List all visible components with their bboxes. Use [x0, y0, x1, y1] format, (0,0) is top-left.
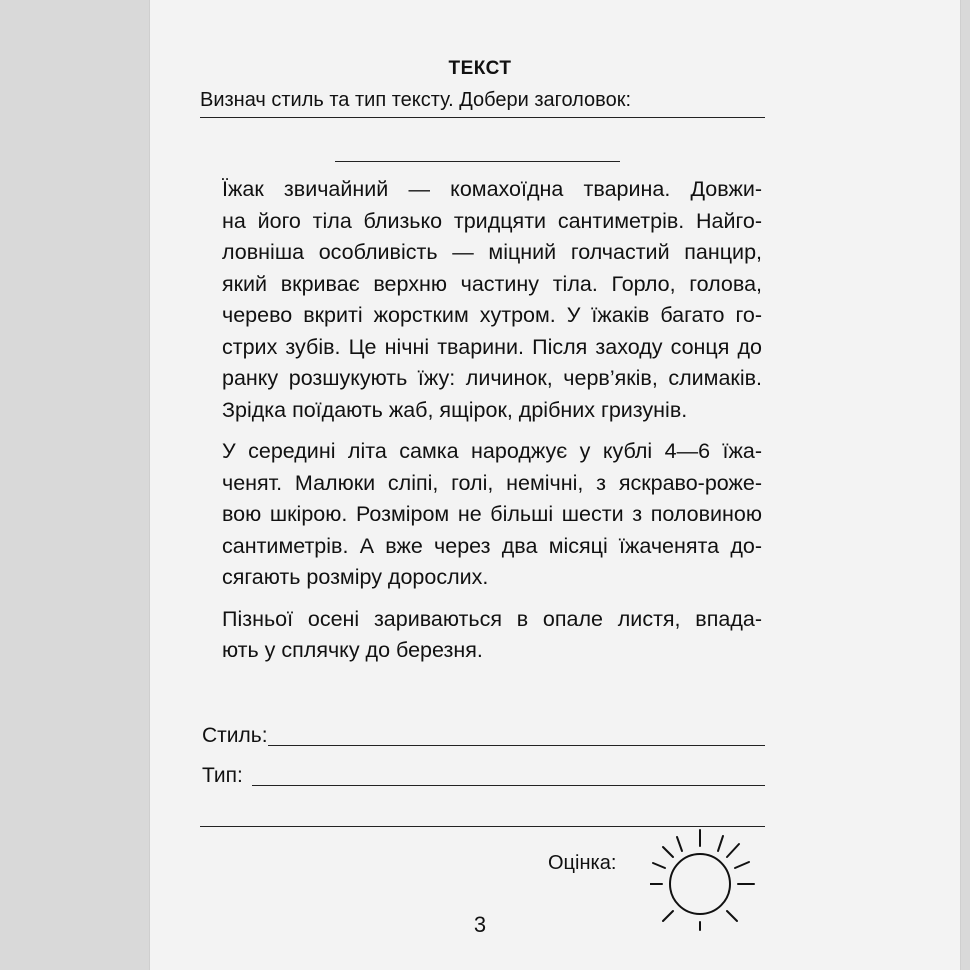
text-line: ченят. Малюки сліпі, голі, немічні, з яскраво-роже- [222, 470, 762, 495]
instruction-text: Визнач стиль та тип тексту. Добери заголовок: [200, 89, 632, 111]
reading-text [202, 174, 762, 677]
text-line: Пізньої осені зариваються в опале листя, впада- [222, 606, 762, 631]
grade-label: Оцінка: [548, 852, 617, 874]
text-line: черево вкриті жорстким хутром. У їжаків багато го- [222, 303, 762, 327]
title-answer-line[interactable] [200, 117, 765, 118]
paragraph-3 [202, 604, 762, 667]
text-line: ранку розшукують їжу: личинок, черв’яків, слимаків. [222, 366, 762, 390]
paragraph-1 [202, 174, 762, 426]
text-line: на його тіла близько тридцяти сантиметрів. Найго- [222, 208, 762, 233]
text-line: Зрідка поїдають жаб, ящірок, дрібних гризунів. [222, 397, 688, 422]
text-line: вою шкірою. Розміром не більші шести з половиною [222, 502, 762, 526]
worksheet-title: ТЕКСТ [448, 58, 512, 79]
text-line: сантиметрів. А вже через два місяці їжаченята до- [222, 533, 762, 558]
type-label: Тип: [202, 764, 243, 787]
text-line: Їжак звичайний — комахоїдна тварина. Довжи- [222, 177, 762, 201]
worksheet-page [150, 0, 960, 970]
title-answer-line-2[interactable] [335, 161, 620, 162]
text-line: ють у сплячку до березня. [222, 638, 483, 662]
style-answer-line[interactable] [268, 745, 765, 746]
type-answer-line[interactable] [252, 785, 765, 786]
text-line: стрих зубів. Це нічні тварини. Після заходу сонця до [222, 334, 762, 359]
text-line: сягають розміру дорослих. [222, 565, 489, 589]
text-line: У середині літа самка народжує у кублі 4—6 їжа- [222, 439, 762, 463]
text-line: який вкриває верхню частину тіла. Горло, голова, [222, 271, 762, 296]
text-line: ловніша особливість — міцний голчастий панцир, [222, 240, 762, 264]
style-label: Стиль: [202, 724, 268, 747]
paragraph-2 [202, 436, 762, 594]
page-number: 3 [473, 912, 487, 937]
